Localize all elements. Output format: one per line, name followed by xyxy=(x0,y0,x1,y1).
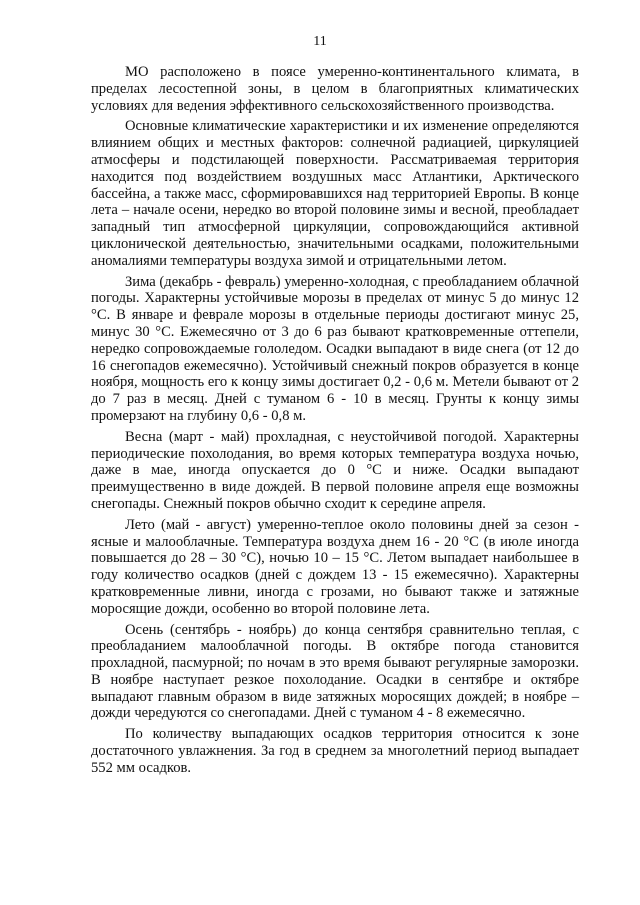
paragraph-summer: Лето (май - август) умеренно-теплое около половины дней за сезон - ясные и малооблачные. Температура воздуха днем 16 - 20 °С (в июле иногда повышается до 28 – 30 °С), ночью 10 – 15 °С. Летом выпадает наибольшее в году количество осадков (дней с дождем 13 - 15 ежемесячно). Характерны кратковременные ливни, иногда с грозами, но бывают также и затяжные моросящие дожди, особенно во второй половине лета. xyxy=(91,516,579,617)
paragraph-spring: Весна (март - май) прохладная, с неустойчивой погодой. Характерны периодические похолодания, во время которых температура воздуха ночью, даже в мае, иногда опускается до 0 °С и ниже. Осадки выпадают преимущественно в виде дождей. В первой половине апреля еще возможны снегопады. Снежный покров обычно сходит к середине апреля. xyxy=(91,428,579,512)
paragraph-winter: Зима (декабрь - февраль) умеренно-холодная, с преобладанием облачной погоды. Характерны устойчивые морозы в пределах от минус 5 до минус 12 °С. В январе и феврале морозы в отдельные периоды достигают минус 25, минус 30 °С. Ежемесячно от 3 до 6 раз бывают кратковременные оттепели, нередко сопровождаемые гололедом. Осадки выпадают в виде снега (от 12 до 16 снегопадов ежемесячно). Устойчивый снежный покров образуется в конце ноября, мощность его к концу зимы достигает 0,2 - 0,6 м. Метели бывают от 2 до 7 раз в месяц. Дней с туманом 6 - 10 в месяц. Грунты к концу зимы промерзают на глубину 0,6 - 0,8 м. xyxy=(91,273,579,424)
paragraph-intro: МО расположено в поясе умеренно-континентального климата, в пределах лесостепной зоны, в целом в благоприятных климатических условиях для ведения эффективного сельскохозяйственного производства. xyxy=(91,64,579,114)
page-number: 11 xyxy=(313,34,327,49)
paragraph-precipitation: По количеству выпадающих осадков территория относится к зоне достаточного увлажнения. За год в среднем за многолетний период выпадает 552 мм осадков. xyxy=(91,726,579,776)
body-text xyxy=(91,64,579,777)
paragraph-autumn: Осень (сентябрь - ноябрь) до конца сентября сравнительно теплая, с преобладанием малооблачной погоды. В октябре погода становится прохладной, пасмурной; по ночам в это время бывают регулярные заморозки. В ноябре наступает резкое похолодание. Осадки в сентябре и октябре выпадают главным образом в виде затяжных моросящих дождей; в ноябре – дожди чередуются со снегопадами. Дней с туманом 4 - 8 ежемесячно. xyxy=(91,621,579,722)
paragraph-climate-factors: Основные климатические характеристики и их изменение определяются влиянием общих и местных факторов: солнечной радиацией, циркуляцией атмосферы и подстилающей поверхности. Рассматриваемая территория находится под воздействием воздушных масс Атлантики, Арктического бассейна, а также масс, сформировавшихся над территорией Европы. В конце лета – начале осени, нередко во второй половине зимы и весной, преобладает западный тип атмосферной циркуляции, сопровождающийся активной циклонической деятельностью, значительными осадками, положительными аномалиями температуры воздуха зимой и отрицательными летом. xyxy=(91,118,579,269)
